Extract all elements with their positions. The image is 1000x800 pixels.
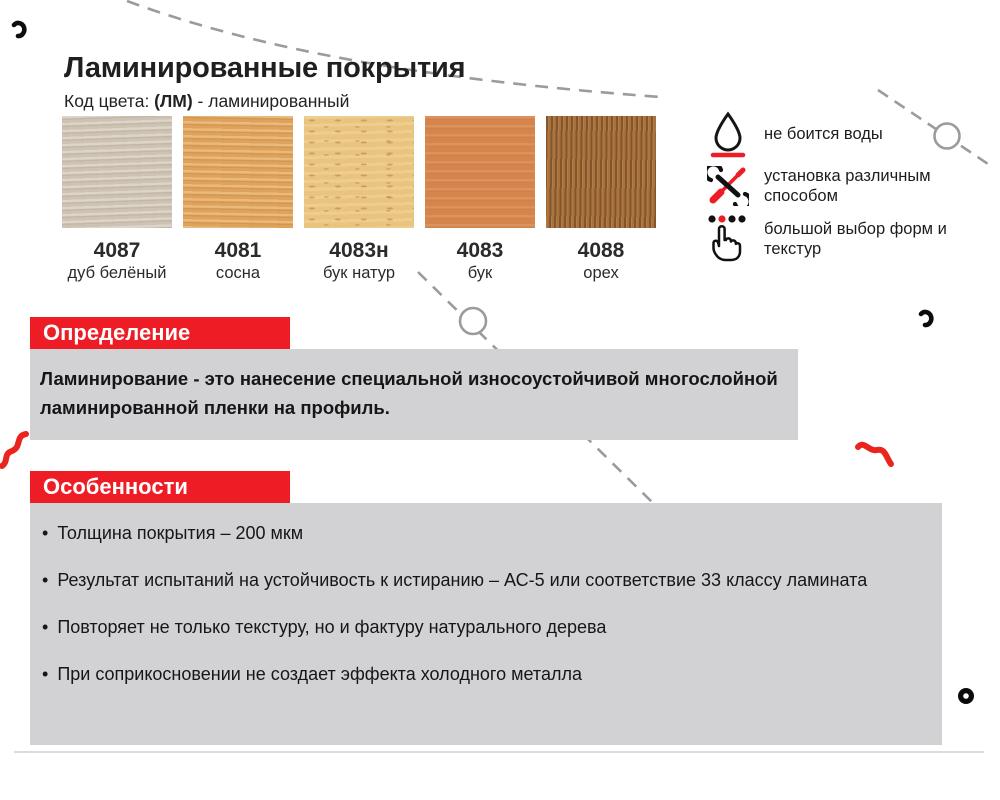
- red-squiggle-right: [858, 445, 891, 464]
- swatch-code: 4083: [456, 239, 504, 262]
- wood-swatch-image: [183, 116, 293, 228]
- wood-swatch-image: [425, 116, 535, 228]
- swatch-cell-4083: [425, 116, 535, 284]
- wood-swatch-image: [546, 116, 656, 228]
- feature-bullet: • Результат испытаний на устойчивость к истиранию – АС-5 или соответствие 33 классу ламината: [42, 563, 922, 597]
- swatch-name: сосна: [215, 264, 261, 282]
- section-heading-definition: Определение: [30, 317, 290, 349]
- swatch-code: 4081: [214, 239, 262, 262]
- swatch-name: дуб белёный: [67, 264, 167, 282]
- swatch-code: 4083н: [329, 239, 389, 262]
- hand-choice-icon: [704, 214, 752, 264]
- header: [64, 52, 465, 112]
- subtitle-suffix: - ламинированный: [192, 91, 350, 111]
- donut-mark-hole: [963, 693, 969, 699]
- swatch-cell-4083n: [304, 116, 414, 284]
- swatch-cell-4081: [183, 116, 293, 284]
- swatch-cell-4088: [546, 116, 656, 284]
- comma-mark-right: [921, 312, 931, 325]
- feature-icon-list: [704, 110, 972, 272]
- comma-mark-top-left: [14, 23, 24, 36]
- feature-label: большой выбор форм и текстур: [764, 220, 947, 258]
- section-heading-features: Особенности: [30, 471, 290, 503]
- feature-bullet: • При соприкосновении не создает эффекта холодного металла: [42, 657, 922, 691]
- features-panel: [30, 503, 942, 745]
- wood-swatch-image: [62, 116, 172, 228]
- feature-install: [704, 166, 972, 206]
- swatch-code: 4087: [93, 239, 141, 262]
- definition-text: Ламинирование - это нанесение специальной износоустойчивой многослойной ламинированной пленки на профиль.: [40, 368, 778, 418]
- dashed-circle-middle: [460, 308, 486, 334]
- feature-label: установка различным способом: [764, 167, 931, 205]
- tools-icon: [704, 166, 752, 206]
- feature-choice: [704, 214, 972, 264]
- subtitle-prefix: Код цвета:: [64, 91, 155, 111]
- swatch-name: орех: [583, 264, 619, 282]
- water-drop-icon: [704, 110, 752, 158]
- swatch-name: бук натур: [322, 264, 396, 282]
- red-squiggle-left: [2, 434, 26, 466]
- swatch-code: 4088: [577, 239, 625, 262]
- feature-label: не боится воды: [764, 125, 883, 143]
- feature-water: [704, 110, 972, 158]
- subtitle-code: (ЛМ): [154, 91, 193, 111]
- swatch-cell-4087: [62, 116, 172, 284]
- page-title: Ламинированные покрытия: [64, 52, 466, 84]
- swatch-row: [62, 116, 656, 284]
- feature-bullet: • Толщина покрытия – 200 мкм: [42, 516, 922, 550]
- feature-bullet: • Повторяет не только текстуру, но и фактуру натурального дерева: [42, 610, 922, 644]
- swatch-name: бук: [467, 264, 493, 282]
- wood-swatch-image: [304, 116, 414, 228]
- definition-panel: [30, 349, 798, 440]
- color-code-subtitle: [64, 91, 465, 112]
- bottom-divider: [14, 751, 984, 753]
